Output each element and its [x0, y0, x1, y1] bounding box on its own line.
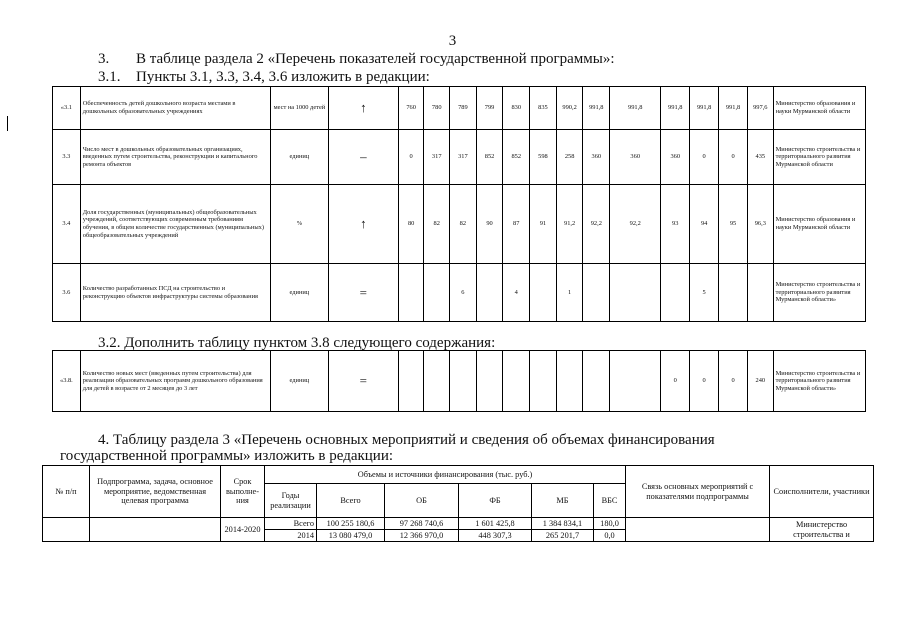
header-executors: Соисполнители, участники — [770, 466, 874, 518]
vbs-cell: 180,0 — [594, 518, 626, 530]
value-cell: 990,2 — [556, 87, 583, 130]
unit: единиц — [270, 351, 328, 412]
value-cell: 780 — [424, 87, 450, 130]
responsible-org: Министерство строительства и территориального развития Мурманской области» — [773, 264, 865, 322]
value-cell: 1 — [556, 264, 583, 322]
value-cell: 94 — [690, 185, 719, 264]
unit: % — [270, 185, 328, 264]
row-number: «3.8. — [53, 351, 81, 412]
value-cell — [556, 351, 583, 412]
value-cell: 991,8 — [690, 87, 719, 130]
unit: единиц — [270, 264, 328, 322]
indicator-name: Число мест в дошкольных образовательных организациях, введенных путем строительства, реконструкции и капитального ремонта объектов — [80, 130, 270, 185]
table-row — [53, 185, 866, 264]
trend-arrow-icon: ↑ — [328, 185, 398, 264]
value-cell: 82 — [450, 185, 477, 264]
value-cell: 80 — [398, 185, 424, 264]
value-cell: 317 — [450, 130, 477, 185]
responsible-org: Министерство образования и науки Мурманской области — [773, 87, 865, 130]
ob-cell: 12 366 970,0 — [385, 530, 459, 542]
total-cell: 100 255 180,6 — [317, 518, 385, 530]
value-cell: 0 — [719, 351, 748, 412]
value-cell: 991,8 — [583, 87, 610, 130]
value-cell: 6 — [450, 264, 477, 322]
header-financing: Объемы и источники финансирования (тыс. руб.) — [265, 466, 626, 484]
header-total: Всего — [317, 484, 385, 518]
paragraph-4-line1: 4. Таблицу раздела 3 «Перечень основных мероприятий и сведения об объемах финансирования — [98, 432, 715, 448]
value-cell: 0 — [661, 351, 690, 412]
value-cell — [583, 351, 610, 412]
responsible-org: Министерство строительства и территориального развития Мурманской области» — [773, 351, 865, 412]
row-number: 3.6 — [53, 264, 81, 322]
value-cell — [476, 351, 503, 412]
paragraph-3-text: В таблице раздела 2 «Перечень показателей государственной программы»: — [136, 51, 615, 67]
value-cell: 991,8 — [661, 87, 690, 130]
paragraph-3-number: 3. — [98, 51, 110, 67]
header-program: Подпрограмма, задача, основное мероприятие, ведомственная целевая программа — [90, 466, 221, 518]
value-cell: 5 — [690, 264, 719, 322]
fb-cell: 1 601 425,8 — [459, 518, 532, 530]
value-cell: 92,2 — [610, 185, 661, 264]
value-cell — [424, 264, 450, 322]
indicator-name: Количество разработанных ПСД на строительство и реконструкцию объектов инфраструктуры системы образования — [80, 264, 270, 322]
value-cell: 4 — [503, 264, 530, 322]
fb-cell: 448 307,3 — [459, 530, 532, 542]
year-cell: 2014 — [265, 530, 317, 542]
page-number: 3 — [448, 33, 457, 49]
header-link: Связь основных мероприятий с показателями подпрограммы — [626, 466, 770, 518]
value-cell — [503, 351, 530, 412]
value-cell: 435 — [748, 130, 774, 185]
value-cell: 991,8 — [719, 87, 748, 130]
value-cell — [610, 351, 661, 412]
unit: мест на 1000 детей — [270, 87, 328, 130]
paragraph-4-line2: государственной программы» изложить в редакции: — [60, 448, 394, 464]
value-cell: 91 — [530, 185, 557, 264]
header-term: Срок выполне-ния — [221, 466, 265, 518]
table-row — [53, 264, 866, 322]
value-cell: 0 — [690, 130, 719, 185]
unit: единиц — [270, 130, 328, 185]
value-cell — [610, 264, 661, 322]
value-cell: 360 — [610, 130, 661, 185]
value-cell: 997,6 — [748, 87, 774, 130]
value-cell: 87 — [503, 185, 530, 264]
row-number: 3.3 — [53, 130, 81, 185]
value-cell: 0 — [719, 130, 748, 185]
indicator-name: Обеспеченность детей дошкольного возраста местами в дошкольных образовательных учреждениях — [80, 87, 270, 130]
executor-cell: Министерство строительства и — [770, 518, 874, 542]
value-cell: 240 — [748, 351, 774, 412]
row-number: «3.1 — [53, 87, 81, 130]
header-years: Годы реализации — [265, 484, 317, 518]
mb-cell: 265 201,7 — [532, 530, 594, 542]
value-cell: 760 — [398, 87, 424, 130]
year-cell: Всего — [265, 518, 317, 530]
value-cell: 95 — [719, 185, 748, 264]
indicators-table — [52, 86, 866, 322]
value-cell — [530, 351, 557, 412]
value-cell: 0 — [398, 130, 424, 185]
term-cell: 2014-2020 — [221, 518, 265, 542]
table-row — [43, 518, 874, 530]
value-cell: 360 — [583, 130, 610, 185]
value-cell: 92,2 — [583, 185, 610, 264]
header-number: № п/п — [43, 466, 90, 518]
equals-icon: = — [328, 264, 398, 322]
table-row — [53, 87, 866, 130]
value-cell: 991,8 — [610, 87, 661, 130]
value-cell — [748, 264, 774, 322]
new-indicator-table — [52, 350, 866, 412]
value-cell — [476, 264, 503, 322]
header-ob: ОБ — [385, 484, 459, 518]
paragraph-3-2: 3.2. Дополнить таблицу пунктом 3.8 следующего содержания: — [98, 335, 496, 351]
value-cell: 317 — [424, 130, 450, 185]
value-cell — [398, 351, 424, 412]
value-cell — [583, 264, 610, 322]
indicator-name: Доля государственных (муниципальных) общеобразовательных учреждений, соответствующих современным требованиям обучения, в общем количестве государственных (муниципальных) общеобразовательных учреждений — [80, 185, 270, 264]
value-cell — [398, 264, 424, 322]
responsible-org: Министерство строительства и территориального развития Мурманской области — [773, 130, 865, 185]
margin-mark — [7, 116, 8, 131]
paragraph-3-1-number: 3.1. — [98, 69, 121, 85]
value-cell: 799 — [476, 87, 503, 130]
table-row — [53, 351, 866, 412]
trend-arrow-icon: ↑ — [328, 87, 398, 130]
header-fb: ФБ — [459, 484, 532, 518]
value-cell: 835 — [530, 87, 557, 130]
value-cell — [661, 264, 690, 322]
total-cell: 13 080 479,0 — [317, 530, 385, 542]
value-cell — [530, 264, 557, 322]
table-header-row — [43, 466, 874, 484]
value-cell: 90 — [476, 185, 503, 264]
value-cell — [719, 264, 748, 322]
dash-icon: – — [328, 130, 398, 185]
ob-cell: 97 268 740,6 — [385, 518, 459, 530]
value-cell: 258 — [556, 130, 583, 185]
value-cell: 93 — [661, 185, 690, 264]
responsible-org: Министерство образования и науки Мурманской области — [773, 185, 865, 264]
header-mb: МБ — [532, 484, 594, 518]
mb-cell: 1 384 834,1 — [532, 518, 594, 530]
value-cell: 852 — [503, 130, 530, 185]
value-cell: 598 — [530, 130, 557, 185]
indicator-name: Количество новых мест (введенных путем строительства) для реализации образовательных программ дошкольного образования для детей в возрасте от 2 месяцев до 3 лет — [80, 351, 270, 412]
value-cell: 852 — [476, 130, 503, 185]
equals-icon: = — [328, 351, 398, 412]
value-cell: 830 — [503, 87, 530, 130]
header-vbs: ВБС — [594, 484, 626, 518]
value-cell: 82 — [424, 185, 450, 264]
value-cell: 96,3 — [748, 185, 774, 264]
value-cell: 789 — [450, 87, 477, 130]
value-cell — [450, 351, 477, 412]
paragraph-3-1-text: Пункты 3.1, 3.3, 3.4, 3.6 изложить в редакции: — [136, 69, 430, 85]
activities-table — [42, 465, 874, 542]
vbs-cell: 0,0 — [594, 530, 626, 542]
value-cell: 0 — [690, 351, 719, 412]
value-cell: 91,2 — [556, 185, 583, 264]
table-row — [53, 130, 866, 185]
row-number: 3.4 — [53, 185, 81, 264]
value-cell — [424, 351, 450, 412]
value-cell: 360 — [661, 130, 690, 185]
